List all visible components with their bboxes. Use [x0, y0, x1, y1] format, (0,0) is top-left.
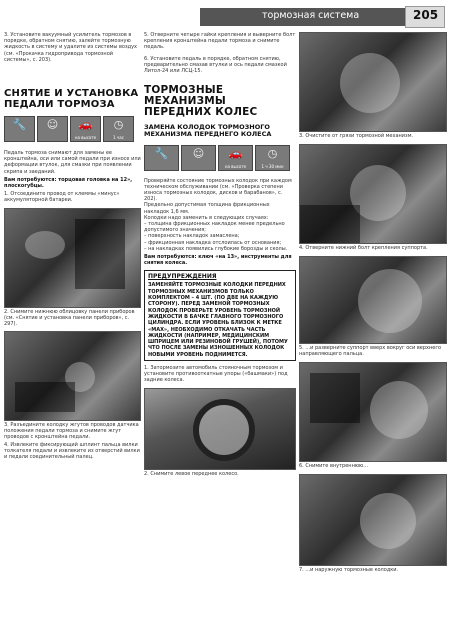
- wrench-icon: 🔧: [144, 145, 179, 171]
- photo-wheel: [144, 388, 296, 470]
- step-4-text: 4. Извлеките фиксирующий шплинт пальца вилки толкателя педали и извлеките из отверстий вилки и педали соединительный палец.: [4, 441, 140, 461]
- column-left: [4, 32, 141, 632]
- caption-2-wheel: 2. Снимите левое переднее колесо.: [144, 470, 239, 477]
- wrench-icon: 🔧: [4, 116, 35, 142]
- photo-caliper-bolt: [299, 144, 447, 244]
- page-number: 205: [413, 8, 439, 22]
- body-text-7: – на накладках появились глубокие борозды и сколы.: [144, 245, 288, 252]
- intro-text: 3. Установите вакуумный усилитель тормозов в порядке, обратном снятию, залейте тормозную жидкость в систему и удалите из системы воздух (см. «Прокачка гидропривода тормозной системы», с. 203).: [4, 32, 138, 63]
- caption-7: 7. ...и наружную тормозные колодки.: [299, 567, 399, 573]
- body-text-5: – поверхность накладок замаслена;: [144, 233, 240, 240]
- section-heading-pedal: СНЯТИЕ И УСТАНОВКА ПЕДАЛИ ТОРМОЗА: [4, 88, 139, 110]
- body-text-2: Предельно допустимая толщина фрикционных накладок 1,6 мм.: [144, 202, 270, 215]
- tools-needed-text-2: Вам потребуются: ключ «на 13», инструменты для снятия колеса.: [144, 254, 292, 267]
- page-header: [0, 0, 450, 30]
- car-icon: 🚗 на высоте: [70, 116, 101, 142]
- clock-icon: ◷ 1 час: [103, 116, 134, 142]
- body-text: Педаль тормоза снимают для замены ее кронштейна, оси или самой педали при износе или деформации втулок, для смазки при появлении скрипа и заеданий.: [4, 150, 141, 175]
- warning-box: [144, 270, 296, 361]
- person-icon: ☺: [37, 116, 68, 142]
- photo-brake-mechanism: [299, 32, 447, 132]
- tools-needed-text: Вам потребуются: торцовая головка на 12», плоскогубцы.: [4, 176, 133, 190]
- caption-3-right: 3. Очистите от грязи тормозной механизм.: [299, 133, 414, 139]
- caption-2: 2. Снимите нижнюю облицовку панели приборов (см. «Снятие и установка панели приборов», с. 297).: [4, 308, 135, 327]
- warning-text: ЗАМЕНЯЙТЕ ТОРМОЗНЫЕ КОЛОДКИ ПЕРЕДНИХ ТОРМОЗНЫХ МЕХАНИЗМОВ ТОЛЬКО КОМПЛЕКТОМ – 4 ШТ. (ПО ДВЕ НА КАЖДУЮ СТОРОНУ). ПЕРЕД ЗАМЕНОЙ ТОРМОЗНЫХ КОЛОДОК ПРОВЕРЬТЕ УРОВЕНЬ ТОРМОЗНОЙ ЖИДКОСТИ В БАЧКЕ ГЛАВНОГО ТОРМОЗНОГО ЦИЛИНДРА. ЕСЛИ УРОВЕНЬ БЛИЗОК К МЕТКЕ «MAX», НЕОБХОДИМО ОТКАЧАТЬ ЧАСТЬ ЖИДКОСТИ (НАПРИМЕР, МЕДИЦИНСКИМ ШПРИЦЕМ ИЛИ РЕЗИНОВОЙ ГРУШЕЙ), ПОТОМУ ЧТО ПОСЛЕ ЗАМЕНЫ ИЗНОШЕННЫХ КОЛОДОК НОВЫМИ УРОВЕНЬ ПОДНИМЕТСЯ.: [148, 282, 288, 358]
- photo-outer-pad: [299, 474, 447, 566]
- column-right: [299, 32, 447, 632]
- photo-caliper-rotate: [299, 256, 447, 344]
- caption-5: 5. ...и разверните суппорт вверх вокруг оси верхнего направляющего пальца.: [299, 345, 442, 357]
- step-1-text: 1. Отсоедините провод от клеммы «минус» аккумуляторной батареи.: [4, 191, 120, 204]
- car-icon: 🚗 на высоте: [218, 145, 253, 171]
- photo-inner-pad: [299, 362, 447, 462]
- icon-row-brakes: [144, 145, 296, 171]
- column-middle: [144, 32, 296, 632]
- body-text-3: Колодки надо заменить в следующих случаях:: [144, 214, 269, 221]
- body-text-6: – фрикционная накладка отслоилась от основания;: [144, 239, 282, 246]
- step-1-text-2: 1. Затормозите автомобиль стояночным тормозом и установите противооткатные упоры («башмаки») под задние колеса.: [144, 365, 288, 384]
- caption-3: 3. Разъедините колодку жгутов проводов датчика положения педали тормоза и снимите жгут проводов с кронштейна педали.: [4, 421, 139, 440]
- photo-pedal-area: [4, 208, 141, 308]
- icon-row-pedal: [4, 116, 141, 142]
- warning-title: ПРЕДУПРЕЖДЕНИЯ: [148, 273, 217, 281]
- clock-icon: ◷ 1 ч 30 мин: [255, 145, 290, 171]
- step-6-text: 6. Установите педаль в порядке, обратном снятию, предварительно смазав втулки и ось педали смазкой Литол-24 или ЛСЦ-15.: [144, 56, 287, 75]
- person-icon: ☺: [181, 145, 216, 171]
- photo-connector: [4, 331, 141, 421]
- caption-6: 6. Снимите внутреннюю...: [299, 463, 369, 469]
- caption-4: 4. Отверните нижний болт крепления суппорта.: [299, 245, 428, 251]
- section-heading-brakes: ТОРМОЗНЫЕ МЕХАНИЗМЫ ПЕРЕДНИХ КОЛЕС: [144, 83, 258, 118]
- body-text-4: – толщина фрикционных накладок менее предельно допустимого значения;: [144, 221, 285, 234]
- body-text-1: Проверяйте состояние тормозных колодок при каждом техническом обслуживании (см. «Проверка степени износа тормозных колодок, дисков и барабанов», с. 202).: [144, 177, 292, 203]
- intro-text-2: 5. Отверните четыре гайки крепления и выверните болт крепления кронштейна педали тормоза и снимите педаль.: [144, 32, 296, 51]
- section-title: тормозная система: [262, 10, 360, 21]
- subsection-heading: ЗАМЕНА КОЛОДОК ТОРМОЗНОГО МЕХАНИЗМА ПЕРЕДНЕГО КОЛЕСА: [144, 122, 272, 139]
